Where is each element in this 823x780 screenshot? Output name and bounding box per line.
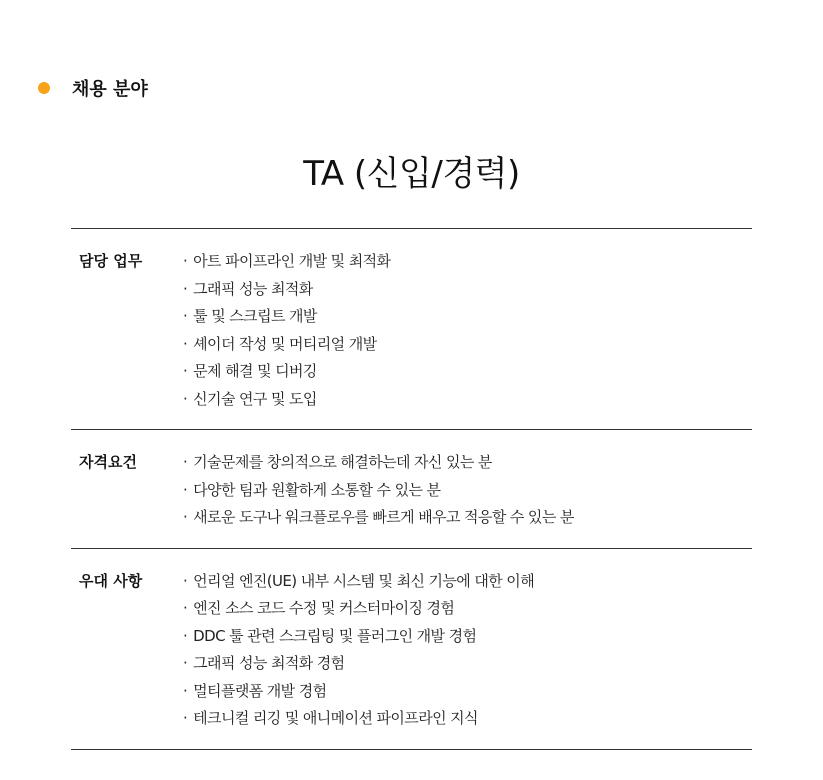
job-details-table [71, 228, 752, 750]
list-item: · 새로운 도구나 워크플로우를 빠르게 배우고 적응할 수 있는 분 [183, 504, 574, 532]
row-label: 담당 업무 [79, 252, 143, 270]
row-preferred [71, 549, 752, 750]
section-title: 채용 분야 [72, 79, 148, 100]
list-item: · 기술문제를 창의적으로 해결하는데 자신 있는 분 [183, 449, 574, 477]
row-label: 자격요건 [79, 453, 137, 471]
list-item: · 셰이더 작성 및 머티리얼 개발 [183, 331, 390, 359]
row-duties [71, 229, 752, 430]
list-item: · 아트 파이프라인 개발 및 최적화 [183, 248, 390, 276]
qualifications-list [183, 449, 574, 532]
list-item: · 툴 및 스크립트 개발 [183, 303, 390, 331]
list-item: · 멀티플랫폼 개발 경험 [183, 678, 534, 706]
section-header [38, 76, 148, 100]
row-qualifications [71, 430, 752, 549]
list-item: · 그래픽 성능 최적화 [183, 276, 390, 304]
preferred-list [183, 568, 534, 733]
list-item: · 엔진 소스 코드 수정 및 커스터마이징 경험 [183, 595, 534, 623]
job-title: TA (신입/경력) [303, 154, 520, 194]
bullet-dot-icon [38, 82, 50, 94]
list-item: · 신기술 연구 및 도입 [183, 386, 390, 414]
list-item: · DDC 툴 관련 스크립팅 및 플러그인 개발 경험 [183, 623, 534, 651]
list-item: · 언리얼 엔진(UE) 내부 시스템 및 최신 기능에 대한 이해 [183, 568, 534, 596]
duties-list [183, 248, 390, 413]
list-item: · 테크니컬 리깅 및 애니메이션 파이프라인 지식 [183, 705, 534, 733]
list-item: · 다양한 팀과 원활하게 소통할 수 있는 분 [183, 477, 574, 505]
list-item: · 그래픽 성능 최적화 경험 [183, 650, 534, 678]
list-item: · 문제 해결 및 디버깅 [183, 358, 390, 386]
row-label: 우대 사항 [79, 571, 143, 590]
